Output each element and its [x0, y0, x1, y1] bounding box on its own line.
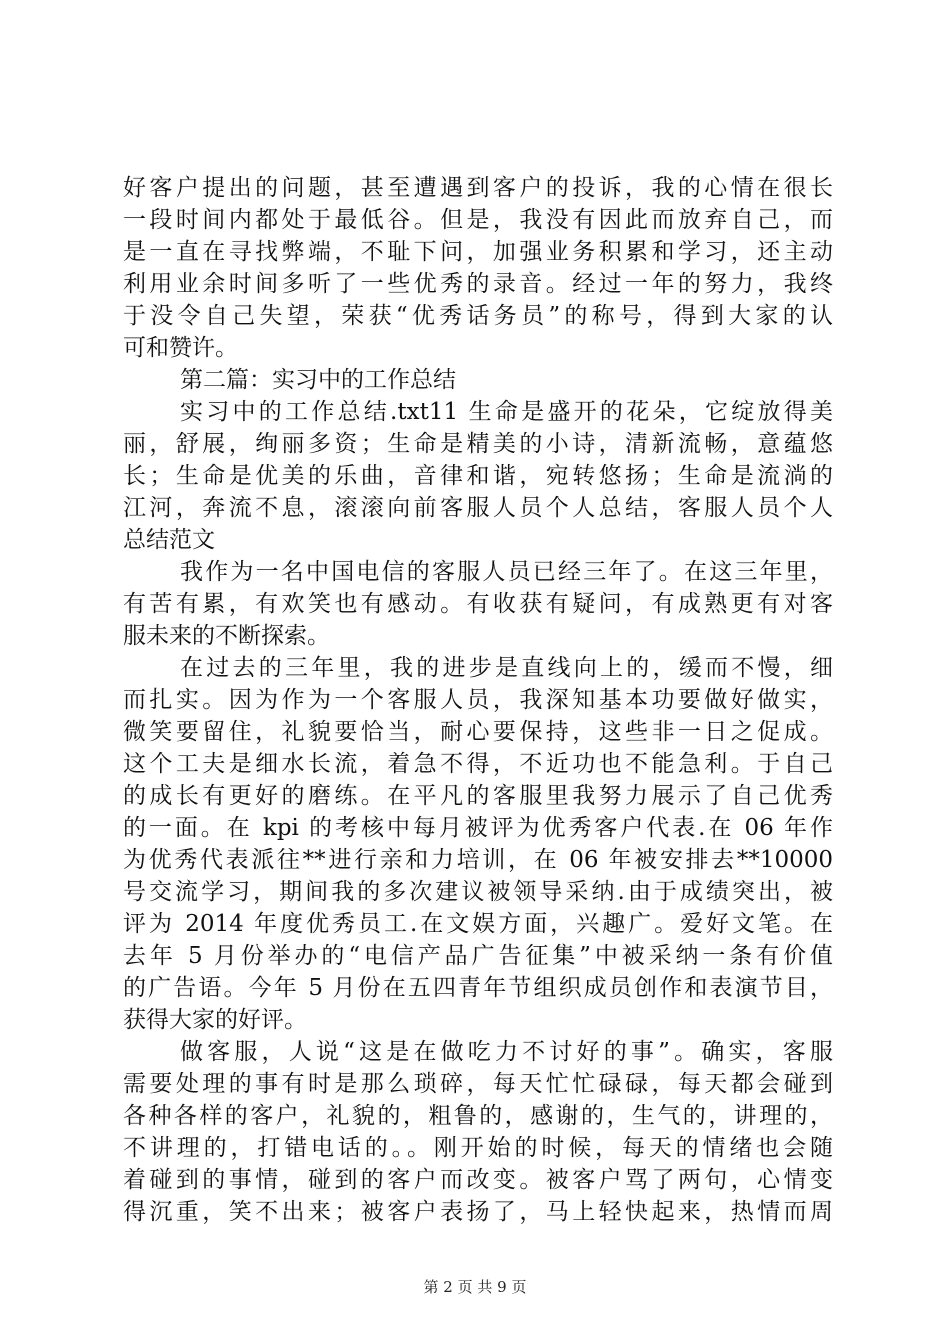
text-line: 于没令自己失望，荣获“优秀话务员”的称号，得到大家的认 — [123, 303, 833, 329]
text-line: 好客户提出的问题，甚至遭遇到客户的投诉，我的心情在很长 — [123, 175, 833, 201]
text-line: 评为 2014 年度优秀员工.在文娱方面，兴趣广。爱好文笔。在 — [123, 911, 833, 937]
page-number-footer: 第 2 页 共 9 页 — [423, 1278, 527, 1296]
text-line: 长；生命是优美的乐曲，音律和谐，宛转悠扬；生命是流淌的 — [123, 463, 833, 489]
text-line: 可和赞许。 — [123, 335, 238, 361]
text-line: 需要处理的事有时是那么琐碎，每天忙忙碌碌，每天都会碰到 — [123, 1071, 833, 1097]
text-line: 微笑要留住，礼貌要恰当，耐心要保持，这些非一日之促成。 — [123, 719, 833, 745]
text-line: 着碰到的事情，碰到的客户而改变。被客户骂了两句，心情变 — [123, 1167, 833, 1193]
text-line: 获得大家的好评。 — [123, 1007, 307, 1033]
text-line: 是一直在寻找弊端，不耻下问，加强业务积累和学习，还主动 — [123, 239, 833, 265]
text-line: 为优秀代表派往**进行亲和力培训，在 06 年被安排去**10000 — [123, 847, 833, 873]
text-line: 号交流学习，期间我的多次建议被领导采纳.由于成绩突出，被 — [123, 879, 833, 905]
text-line: 我作为一名中国电信的客服人员已经三年了。在这三年里， — [180, 559, 833, 585]
text-line: 这个工夫是细水长流，着急不得，不近功也不能急利。于自己 — [123, 751, 833, 777]
text-line: 在过去的三年里，我的进步是直线向上的，缓而不慢，细 — [180, 655, 833, 681]
text-line: 得沉重，笑不出来；被客户表扬了，马上轻快起来，热情而周 — [123, 1199, 833, 1225]
text-line: 一段时间内都处于最低谷。但是，我没有因此而放弃自己，而 — [123, 207, 833, 233]
text-line: 的成长有更好的磨练。在平凡的客服里我努力展示了自己优秀 — [123, 783, 833, 809]
text-line: 丽，舒展，绚丽多资；生命是精美的小诗，清新流畅，意蕴悠 — [123, 431, 833, 457]
text-line: 第二篇：实习中的工作总结 — [180, 367, 456, 393]
text-line: 各种各样的客户，礼貌的，粗鲁的，感谢的，生气的，讲理的， — [123, 1103, 833, 1129]
text-line: 而扎实。因为作为一个客服人员，我深知基本功要做好做实， — [123, 687, 833, 713]
text-line: 服未来的不断探索。 — [123, 623, 330, 649]
text-line: 去年 5 月份举办的“电信产品广告征集”中被采纳一条有价值 — [123, 943, 833, 969]
text-line: 做客服，人说“这是在做吃力不讨好的事”。确实，客服 — [180, 1039, 833, 1065]
text-line: 利用业余时间多听了一些优秀的录音。经过一年的努力，我终 — [123, 271, 833, 297]
document-body — [123, 172, 833, 1228]
text-line: 总结范文 — [123, 527, 215, 553]
text-line: 有苦有累，有欢笑也有感动。有收获有疑问，有成熟更有对客 — [123, 591, 833, 617]
text-line: 不讲理的，打错电话的。。刚开始的时候，每天的情绪也会随 — [123, 1135, 833, 1161]
text-line: 实习中的工作总结.txt11 生命是盛开的花朵，它绽放得美 — [180, 399, 833, 425]
text-line: 江河，奔流不息，滚滚向前客服人员个人总结，客服人员个人 — [123, 495, 833, 521]
text-line: 的一面。在 kpi 的考核中每月被评为优秀客户代表.在 06 年作 — [123, 815, 833, 841]
text-line: 的广告语。今年 5 月份在五四青年节组织成员创作和表演节目， — [123, 975, 833, 1001]
